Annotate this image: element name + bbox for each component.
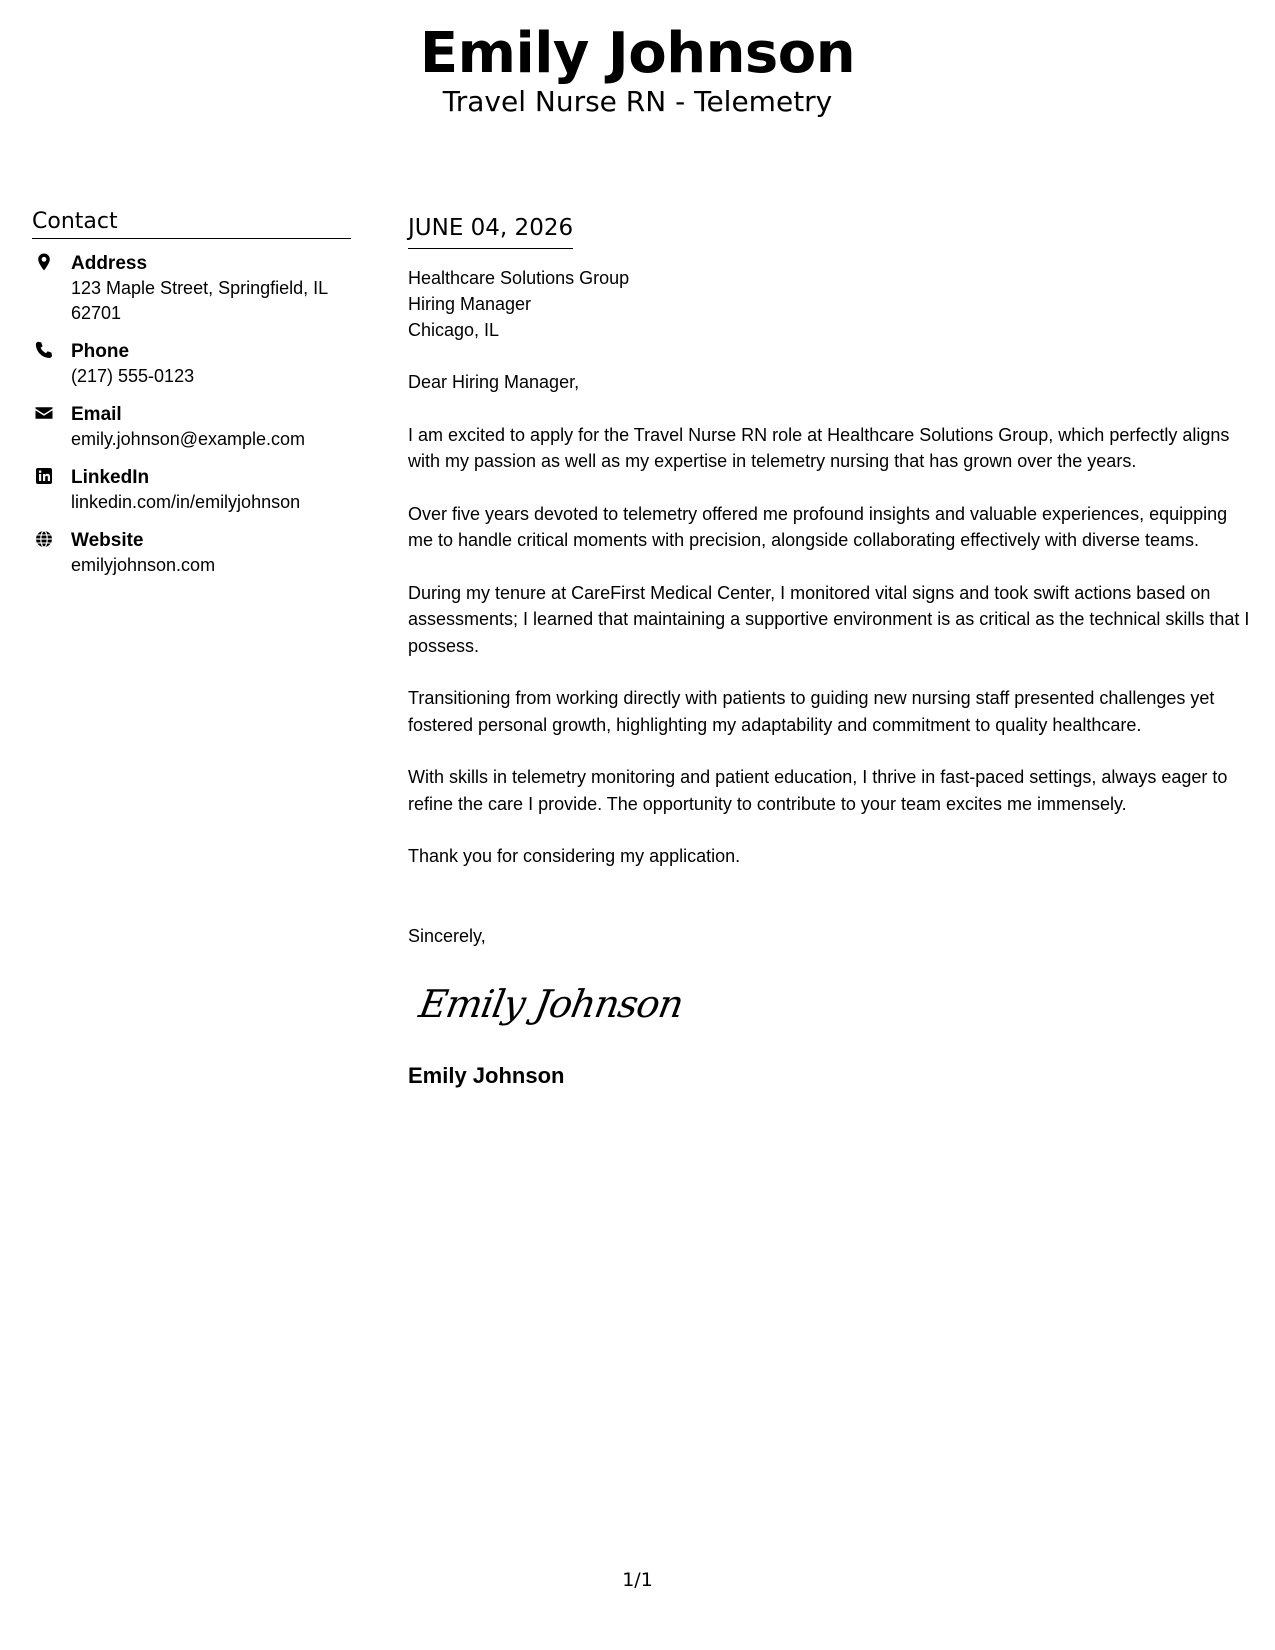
paragraph: With skills in telemetry monitoring and patient education, I thrive in fast-paced settings, always eager to refine the care I provide. The opportunity to contribute to your team excites me immensely. [408, 767, 1228, 814]
contact-value: linkedin.com/in/emilyjohnson [71, 492, 301, 512]
contact-email [32, 402, 351, 452]
contact-phone [32, 339, 351, 389]
recipient-block [408, 265, 1256, 343]
contact-heading: Contact [32, 208, 351, 239]
contact-label: Email [71, 404, 122, 425]
contact-list [32, 251, 351, 578]
contact-label: Phone [71, 341, 130, 362]
phone-icon [34, 340, 54, 360]
salutation: Dear Hiring Manager, [408, 372, 580, 392]
paragraph: During my tenure at CareFirst Medical Center, I monitored vital signs and took swift actions based on assessments; I learned that maintaining a supportive environment is as critical as the technical skills that I possess. [408, 582, 1250, 656]
signer-name: Emily Johnson [408, 1063, 565, 1088]
letter-body [408, 212, 1256, 1091]
contact-address [32, 251, 351, 326]
recipient-company: Healthcare Solutions Group [408, 268, 630, 288]
contact-label: LinkedIn [71, 467, 150, 488]
contact-value: 123 Maple Street, Springfield, IL 62701 [71, 278, 328, 323]
recipient-location: Chicago, IL [408, 320, 500, 340]
applicant-title: Travel Nurse RN - Telemetry [442, 85, 833, 118]
contact-value: emilyjohnson.com [71, 555, 216, 575]
letter-date: JUNE 04, 2026 [408, 212, 573, 249]
envelope-icon [34, 403, 54, 423]
paragraph: I am excited to apply for the Travel Nurse RN role at Healthcare Solutions Group, which perfectly aligns with my passion as well as my expertise in telemetry nursing that has grown over the years. [408, 424, 1230, 471]
paragraph: Transitioning from working directly with patients to guiding new nursing staff presented challenges yet fostered personal growth, highlighting my adaptability and commitment to quality healthcare. [408, 688, 1215, 735]
linkedin-icon [34, 466, 54, 486]
globe-icon [34, 529, 54, 549]
handwritten-signature: Emily Johnson [415, 982, 687, 1026]
recipient-role: Hiring Manager [408, 294, 532, 314]
contact-website [32, 528, 351, 578]
letter-header [0, 22, 1275, 120]
applicant-name: Emily Johnson [419, 21, 856, 86]
contact-label: Address [71, 253, 148, 274]
paragraph: Over five years devoted to telemetry offered me profound insights and valuable experiences, equipping me to handle critical moments with precision, alongside collaborating effectively with diverse teams. [408, 503, 1228, 550]
closing: Sincerely, [408, 925, 486, 946]
contact-value: emily.johnson@example.com [71, 429, 306, 449]
contact-value: (217) 555-0123 [71, 366, 195, 386]
paragraph: Thank you for considering my application. [408, 846, 741, 866]
contact-sidebar [32, 208, 351, 591]
contact-linkedin [32, 465, 351, 515]
page-number: 1/1 [622, 1569, 653, 1591]
contact-label: Website [71, 530, 144, 551]
location-pin-icon [34, 252, 54, 272]
